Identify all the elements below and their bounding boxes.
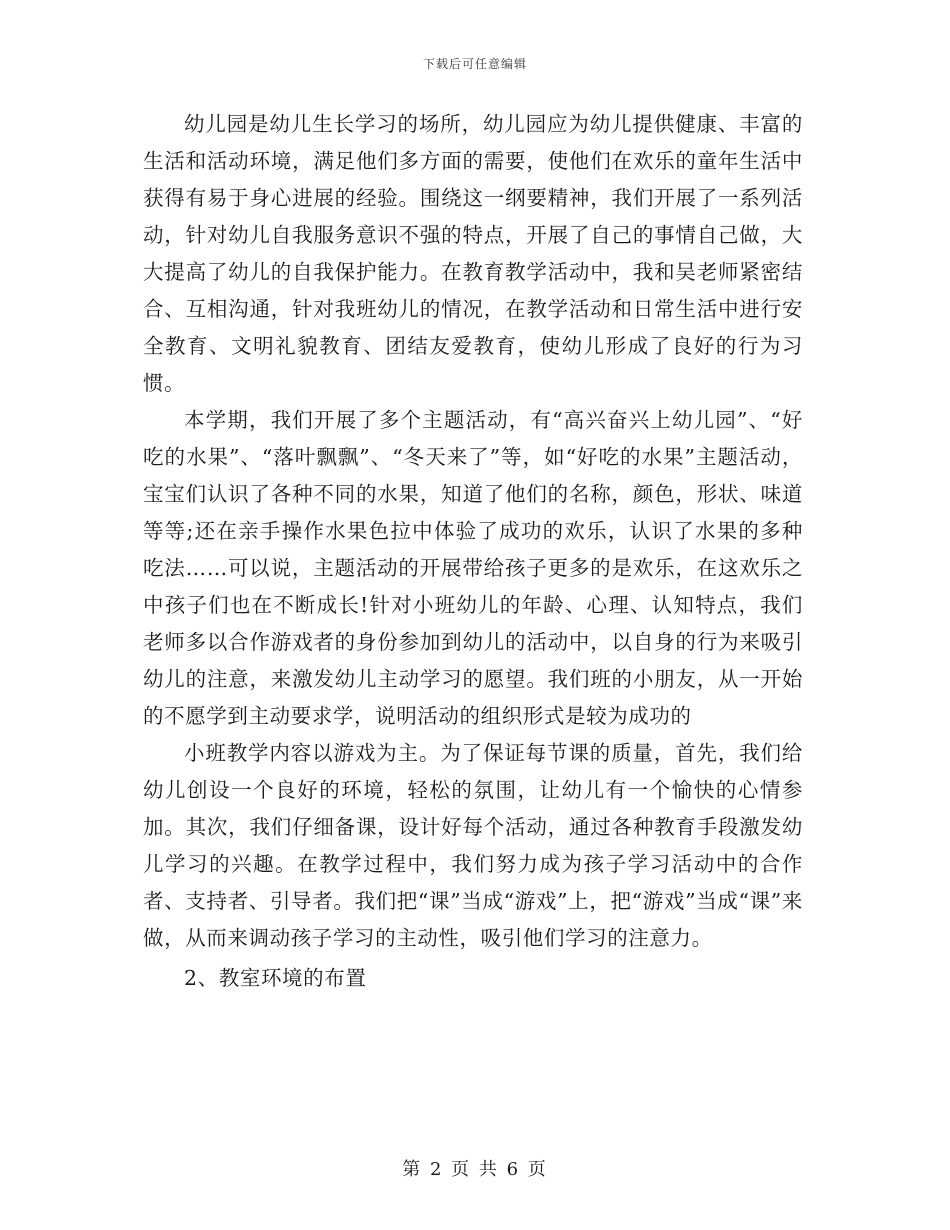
section-heading: 2、教室环境的布置	[184, 966, 367, 990]
paragraph-3: 小班教学内容以游戏为主。为了保证每节课的质量，首先，我们给幼儿创设一个良好的环境，轻松的氛围，让幼儿有一个愉快的心情参加。其次，我们仔细备课，设计好每个活动，通过各种教育手段激发幼儿学习的兴趣。在教学过程中，我们努力成为孩子学习活动中的合作者、支持者、引导者。我们把“课”当成“游戏”上，把“游戏”当成“课”来做，从而来调动孩子学习的主动性，吸引他们学习的注意力。	[143, 741, 803, 950]
paragraph-2: 本学期，我们开展了多个主题活动，有“高兴奋兴上幼儿园”、“好吃的水果”、“落叶飘飘”、“冬天来了”等，如“好吃的水果”主题活动，宝宝们认识了各种不同的水果，知道了他们的名称，颜色，形状、味道等等;还在亲手操作水果色拉中体验了成功的欢乐，认识了水果的多种吃法……可以说，主题活动的开展带给孩子更多的是欢乐，在这欢乐之中孩子们也在不断成长!针对小班幼儿的年龄、心理、认知特点，我们老师多以合作游戏者的身份参加到幼儿的活动中，以自身的行为来吸引幼儿的注意，来激发幼儿主动学习的愿望。我们班的小朋友，从一开始的不愿学到主动要求学，说明活动的组织形式是较为成功的	[143, 408, 803, 728]
page-header: 下载后可任意编辑	[422, 57, 527, 71]
page-number-footer: 第 2 页 共 6 页	[402, 1159, 548, 1180]
document-body	[143, 106, 803, 997]
paragraph-1: 幼儿园是幼儿生长学习的场所，幼儿园应为幼儿提供健康、丰富的生活和活动环境，满足他们多方面的需要，使他们在欢乐的童年生活中获得有易于身心进展的经验。围绕这一纲要精神，我们开展了一系列活动，针对幼儿自我服务意识不强的特点，开展了自己的事情自己做，大大提高了幼儿的自我保护能力。在教育教学活动中，我和吴老师紧密结合、互相沟通，针对我班幼儿的情况，在教学活动和日常生活中进行安全教育、文明礼貌教育、团结友爱教育，使幼儿形成了良好的行为习惯。	[143, 112, 803, 395]
